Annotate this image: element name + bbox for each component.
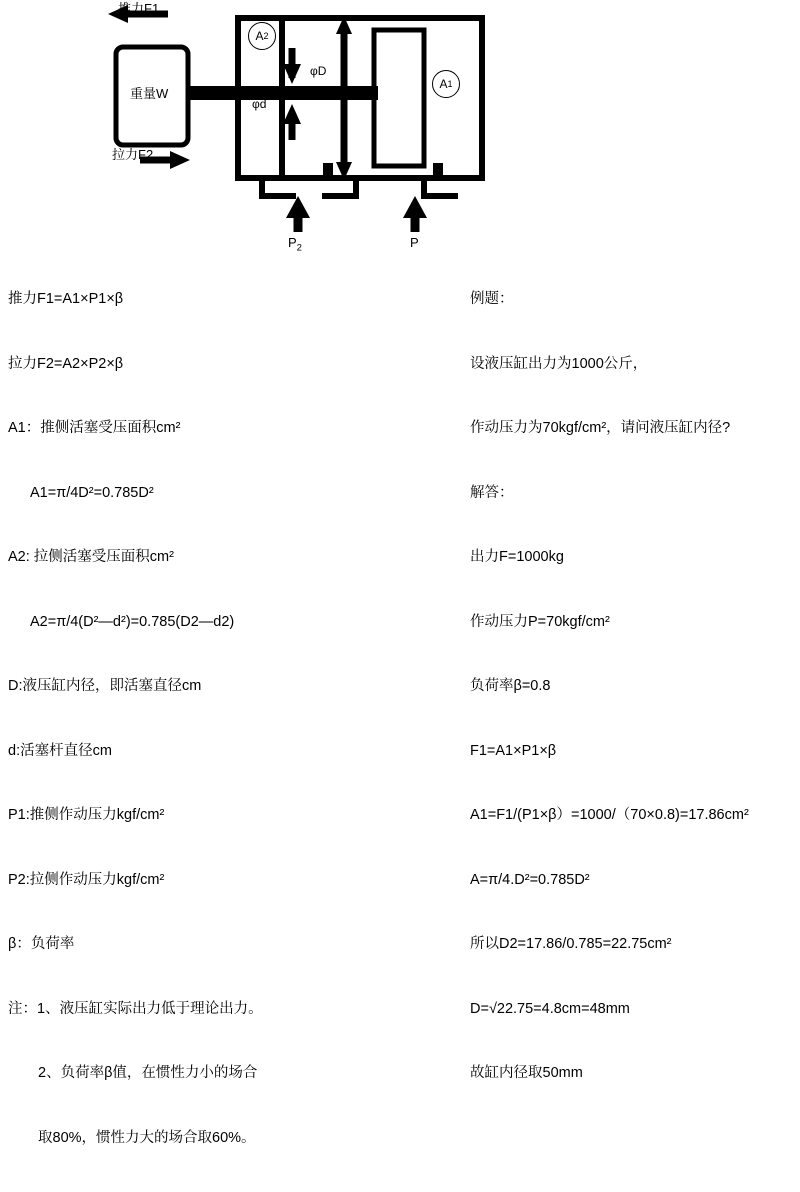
- diagram-svg: [0, 0, 800, 260]
- note-line: 2、负荷率β值，在惯性力小的场合: [38, 1065, 258, 1081]
- area-a1-subscript: 1: [447, 79, 453, 89]
- piston-rod: [188, 86, 378, 100]
- p2-port-letter: P: [288, 235, 297, 250]
- formula-column: [8, 246, 458, 1192]
- p-port-arrowhead: [403, 196, 427, 218]
- area-a2-letter: A: [255, 29, 264, 43]
- hydraulic-cylinder-diagram: [0, 0, 800, 260]
- phi-small-d-label: φd: [252, 97, 267, 111]
- solution-line: F1=A1×P1×β: [470, 742, 557, 759]
- solution-line: A1=F1/(P1×β）=1000/（70×0.8)=17.86cm²: [470, 807, 749, 823]
- solution-line: 故缸内径取50mm: [470, 1065, 583, 1081]
- formula-line: d:活塞杆直径cm: [8, 742, 112, 759]
- formula-line: β：负荷率: [8, 936, 75, 952]
- note-line: 取80%，惯性力大的场合取60%。: [38, 1129, 256, 1146]
- solution-line: 作动压力P=70kgf/cm²: [470, 613, 610, 630]
- solution-line: 所以D2=17.86/0.785=22.75cm²: [470, 936, 672, 952]
- phi-d-label: φD: [310, 64, 327, 78]
- solution-line: 出力F=1000kg: [470, 549, 564, 565]
- formula-line: A2: 拉侧活塞受压面积cm²: [8, 549, 174, 565]
- formula-line: 拉力F2=A2×P2×β: [8, 355, 124, 372]
- piston-head: [374, 30, 424, 166]
- area-a2-subscript: 2: [263, 31, 269, 41]
- formula-line: A2=π/4(D²—d²)=0.785(D2—d2): [30, 613, 235, 630]
- note-line: 注：1、液压缸实际出力低于理论出力。: [8, 1000, 263, 1017]
- phi-small-d-arrow-up: [283, 104, 301, 124]
- formula-line: P2:拉侧作动压力kgf/cm²: [8, 871, 165, 888]
- p2-port-arrowhead: [286, 196, 310, 218]
- example-line: 设液压缸出力为1000公斤，: [470, 355, 648, 372]
- push-force-label: 推力F1: [118, 1, 160, 16]
- solution-line: D=√22.75=4.8cm=48mm: [470, 1000, 630, 1017]
- area-a1-callout: [432, 70, 460, 98]
- example-heading: 例题：: [470, 291, 514, 307]
- solution-line: A=π/4.D²=0.785D²: [470, 871, 590, 888]
- pull-force-arrowhead: [170, 151, 190, 169]
- solution-line: 负荷率β=0.8: [470, 678, 551, 694]
- phi-small-d-arrow-down: [283, 64, 301, 84]
- formula-line: A1：推侧活塞受压面积cm²: [8, 420, 181, 436]
- weight-label: 重量W: [130, 86, 169, 101]
- formula-line: 推力F1=A1×P1×β: [8, 291, 124, 307]
- p2-port-subscript: 2: [296, 242, 302, 254]
- pull-force-label: 拉力F2: [112, 147, 154, 162]
- formula-line: A1=π/4D²=0.785D²: [30, 484, 154, 501]
- example-column: [470, 246, 800, 1128]
- area-a1-letter: A: [439, 77, 448, 91]
- example-line: 作动压力为70kgf/cm²，请问液压缸内径?: [470, 420, 731, 436]
- formula-line: D:液压缸内径，即活塞直径cm: [8, 678, 202, 694]
- area-a2-callout: [248, 22, 276, 50]
- formula-line: P1:推侧作动压力kgf/cm²: [8, 807, 165, 823]
- p-port-label: P: [410, 235, 419, 250]
- solution-heading: 解答：: [470, 484, 514, 501]
